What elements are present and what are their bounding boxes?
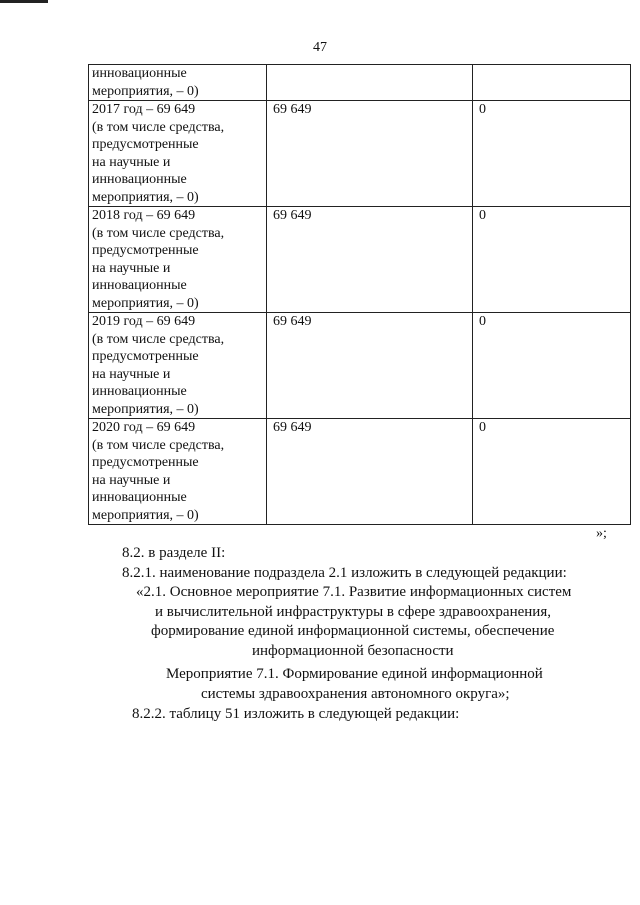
subsection-title-line-3: формирование единой информационной системы, обеспечение <box>151 623 555 639</box>
zero-amount-cell: 0 <box>473 101 631 207</box>
subsection-title-line-4: информационной безопасности <box>252 643 454 659</box>
amount-cell: 69 649 <box>267 313 473 419</box>
budget-table <box>88 64 631 525</box>
cell-text-line: инновационные <box>92 384 187 399</box>
cell-text-line: на научные и <box>92 366 171 382</box>
cell-text-line: предусмотренные <box>92 137 199 152</box>
cell-text-line: предусмотренные <box>92 349 199 364</box>
cell-text-line: (в том числе средства, <box>92 119 225 135</box>
cell-text-line: предусмотренные <box>92 243 199 258</box>
cell-text-line: мероприятия, – 0) <box>92 401 199 417</box>
cell-text-line: (в том числе средства, <box>92 437 225 453</box>
table-row <box>89 101 631 207</box>
cell-text-line: инновационные <box>92 172 187 187</box>
page-number: 47 <box>313 40 327 55</box>
cell-text-line: мероприятия, – 0) <box>92 189 199 205</box>
zero-amount-cell: 0 <box>473 313 631 419</box>
amount-cell: 69 649 <box>267 419 473 525</box>
cell-text-line: мероприятия, – 0) <box>92 295 199 311</box>
year-description-cell <box>89 101 267 207</box>
subsection-title-line-2: и вычислительной инфраструктуры в сфере здравоохранения, <box>155 604 551 620</box>
cell-text-line: предусмотренные <box>92 455 199 470</box>
table-row <box>89 419 631 525</box>
cell-text-line: мероприятия, – 0) <box>92 83 199 99</box>
cell-text-line: 2018 год – 69 649 <box>92 208 196 223</box>
paragraph-8-2-1: 8.2.1. наименование подраздела 2.1 изложить в следующей редакции: <box>122 565 567 581</box>
cell-text-line: на научные и <box>92 260 171 276</box>
year-description-cell <box>89 65 267 101</box>
cell-text-line: 2019 год – 69 649 <box>92 314 196 329</box>
scan-corner-mark <box>0 0 48 3</box>
cell-text-line: инновационные <box>92 66 187 81</box>
cell-text-line: на научные и <box>92 154 171 170</box>
activity-title-line-2: системы здравоохранения автономного округа»; <box>201 686 510 702</box>
amount-cell <box>267 65 473 101</box>
cell-text-line: инновационные <box>92 278 187 293</box>
amount-cell: 69 649 <box>267 101 473 207</box>
cell-text-line: мероприятия, – 0) <box>92 507 199 523</box>
table-row <box>89 313 631 419</box>
amount-cell: 69 649 <box>267 207 473 313</box>
cell-text-line: 2020 год – 69 649 <box>92 420 196 435</box>
activity-title-line-1: Мероприятие 7.1. Формирование единой информационной <box>166 666 543 682</box>
subsection-title-line-1: «2.1. Основное мероприятие 7.1. Развитие информационных систем <box>136 584 572 600</box>
cell-text-line: инновационные <box>92 490 187 505</box>
table-row <box>89 65 631 101</box>
cell-text-line: 2017 год – 69 649 <box>92 102 196 117</box>
cell-text-line: (в том числе средства, <box>92 225 225 241</box>
zero-amount-cell: 0 <box>473 419 631 525</box>
closing-quote: »; <box>596 526 607 541</box>
year-description-cell <box>89 207 267 313</box>
zero-amount-cell <box>473 65 631 101</box>
cell-text-line: (в том числе средства, <box>92 331 225 347</box>
cell-text-line: на научные и <box>92 472 171 488</box>
zero-amount-cell: 0 <box>473 207 631 313</box>
year-description-cell <box>89 313 267 419</box>
table-row <box>89 207 631 313</box>
paragraph-8-2-2: 8.2.2. таблицу 51 изложить в следующей редакции: <box>132 706 460 722</box>
section-heading-8-2: 8.2. в разделе II: <box>122 545 226 561</box>
year-description-cell <box>89 419 267 525</box>
